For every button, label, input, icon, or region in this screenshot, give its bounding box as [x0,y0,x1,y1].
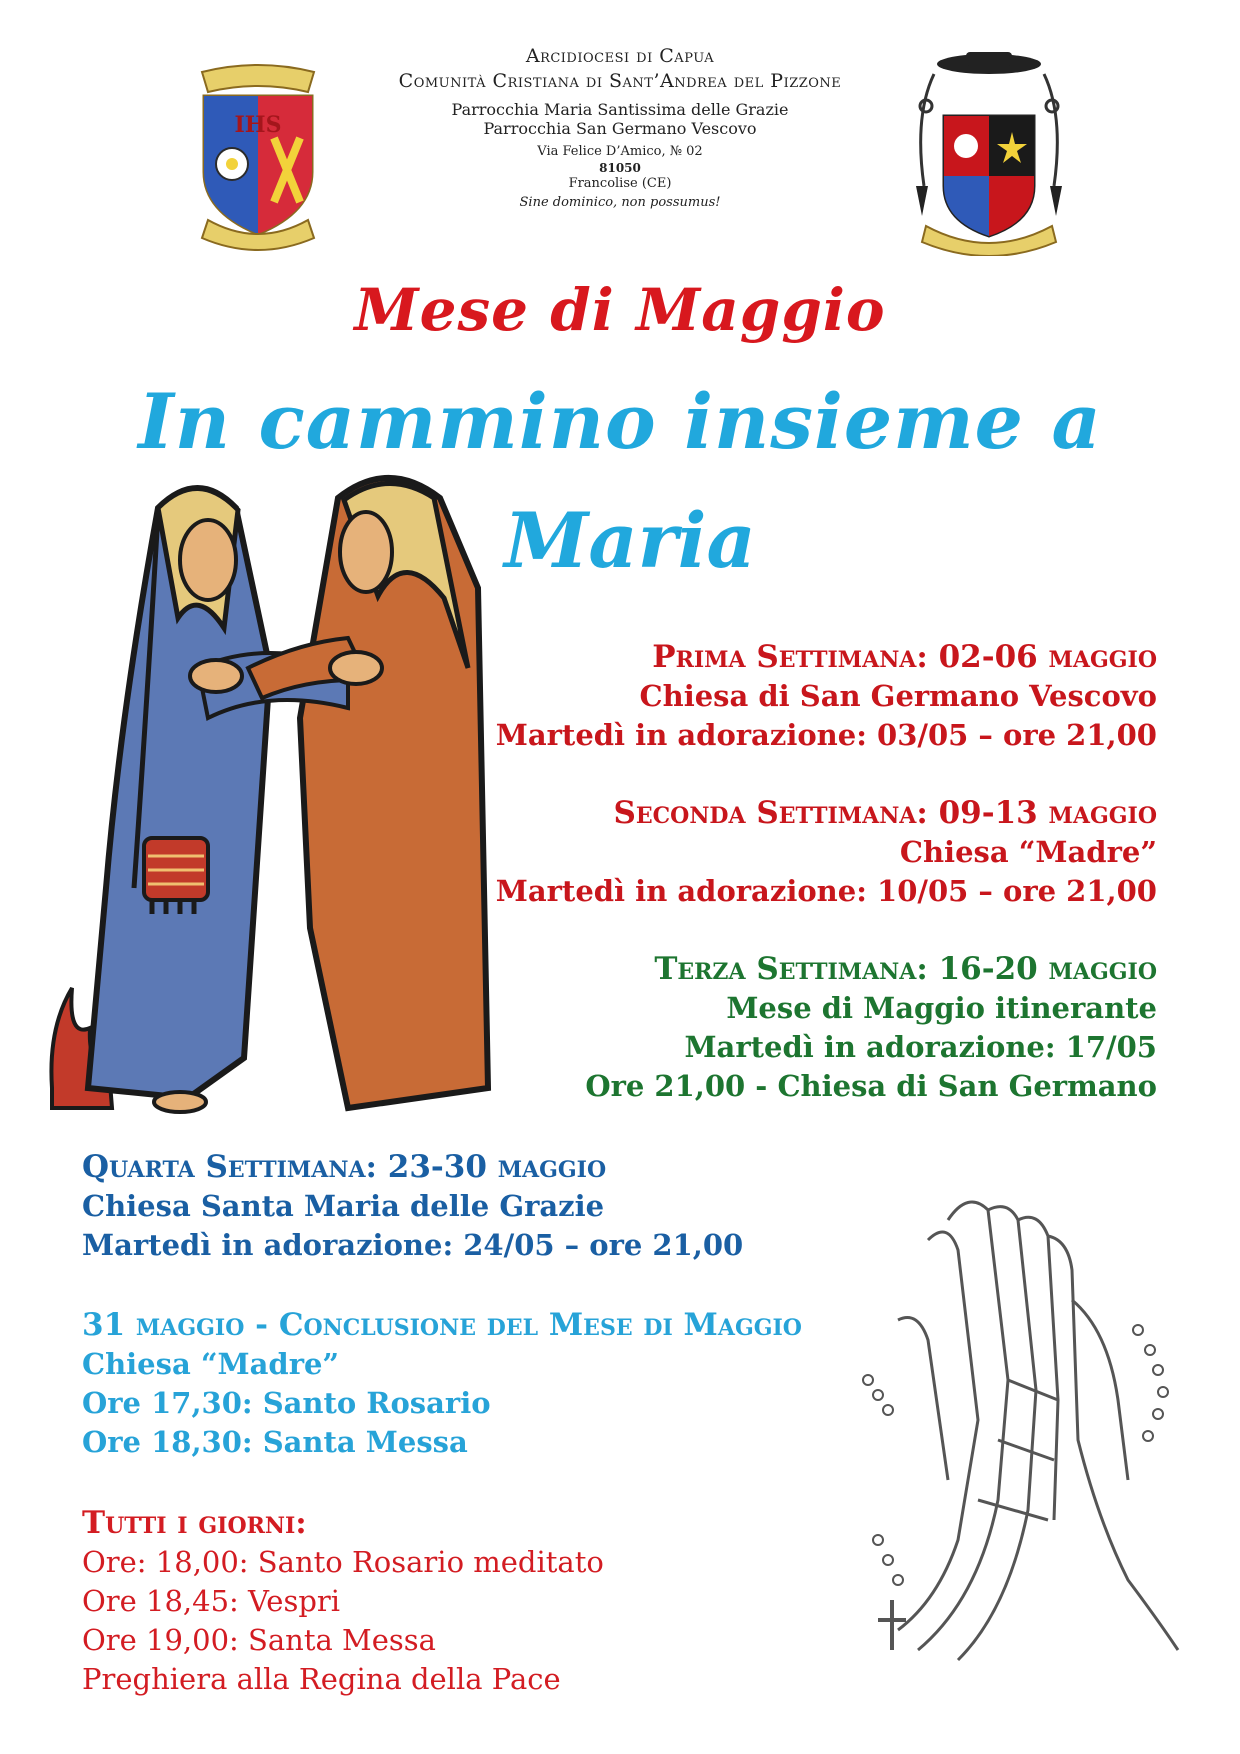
daily-heading: Tutti i giorni: [82,1505,307,1541]
week-3-place: Mese di Maggio itinerante [726,991,1157,1025]
letterhead [330,44,910,212]
title-in-cammino: In cammino insieme a [138,377,1102,466]
parish-crest-logo [188,52,328,252]
conclusion-place: Chiesa “Madre” [82,1347,340,1381]
conclusion-mass: Ore 18,30: Santa Messa [82,1425,468,1459]
daily-item: Ore 19,00: Santa Messa [82,1623,436,1657]
address-city: Francolise (CE) [568,176,672,191]
week-4-place: Chiesa Santa Maria delle Grazie [82,1189,605,1223]
daily-item: Preghiera alla Regina della Pace [82,1662,561,1696]
title-mese-di-maggio: Mese di Maggio [354,276,886,344]
crest-monogram: IHS [234,112,282,138]
daily-item: Ore: 18,00: Santo Rosario meditato [82,1545,604,1579]
week-2-heading: Seconda Settimana: 09-13 maggio [613,795,1157,831]
week-3-heading: Terza Settimana: 16-20 maggio [654,951,1157,987]
bishop-coat-of-arms [904,46,1074,256]
conclusion-block [82,1306,982,1462]
week-1-adoration: Martedì in adorazione: 03/05 – ore 21,00 [495,718,1157,752]
parish-name-2: Parrocchia San Germano Vescovo [483,119,757,138]
week-3-extra: Ore 21,00 - Chiesa di San Germano [585,1069,1157,1103]
week-2-block [437,794,1157,911]
week-4-heading: Quarta Settimana: 23-30 maggio [82,1149,607,1185]
title-maria: Maria [504,496,756,585]
conclusion-heading: 31 maggio - Conclusione del Mese di Maggio [82,1307,802,1343]
daily-block [82,1504,782,1699]
community-name: Comunità Cristiana di Sant’Andrea del Pizzone [398,70,842,92]
week-4-adoration: Martedì in adorazione: 24/05 – ore 21,00 [82,1228,744,1262]
week-4-block [82,1148,882,1265]
daily-item: Ore 18,45: Vespri [82,1584,341,1618]
week-3-adoration: Martedì in adorazione: 17/05 [684,1030,1157,1064]
parish-name-1: Parrocchia Maria Santissima delle Grazie [451,100,789,119]
week-2-adoration: Martedì in adorazione: 10/05 – ore 21,00 [495,874,1157,908]
conclusion-rosary: Ore 17,30: Santo Rosario [82,1386,491,1420]
motto: Sine dominico, non possumus! [519,195,721,210]
week-2-place: Chiesa “Madre” [899,835,1157,869]
address-cap: 81050 [599,161,641,175]
week-3-block [437,950,1157,1106]
week-1-block [437,638,1157,755]
diocese-name: Arcidiocesi di Capua [525,45,715,67]
week-1-place: Chiesa di San Germano Vescovo [639,679,1157,713]
address-street: Via Felice D’Amico, № 02 [537,144,703,159]
week-1-heading: Prima Settimana: 02-06 maggio [652,639,1157,675]
